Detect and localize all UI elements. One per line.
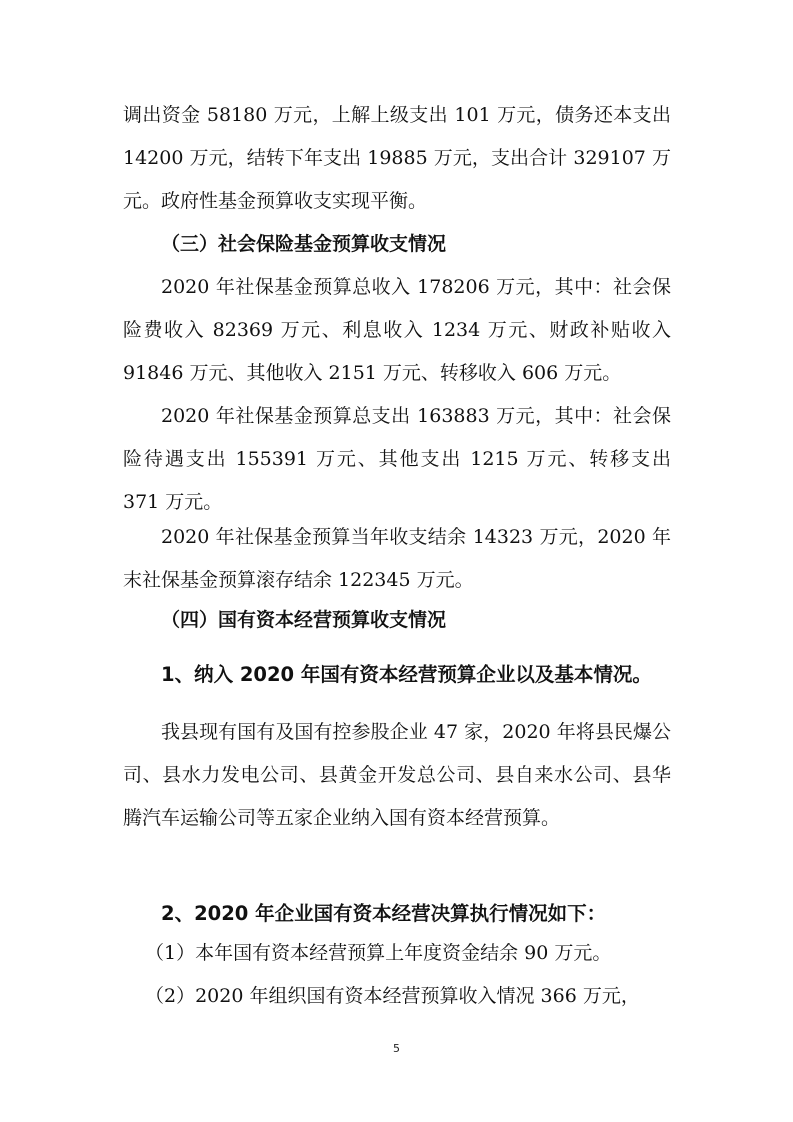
paragraph-social-income — [123, 266, 671, 395]
paragraph-text: 2020 年社保基金预算总支出 163883 万元，其中：社会保险待遇支出 155391 万元、其他支出 1215 万元、转移支出 371 万元。 — [123, 405, 671, 513]
paragraph-text: 2020 年社保基金预算总收入 178206 万元，其中：社会保险费收入 82369 万元、利息收入 1234 万元、财政补贴收入 91846 万元、其他收入 2151 万元、转移收入 606 万元。 — [123, 276, 671, 384]
list-items — [123, 932, 671, 1018]
heading-execution — [123, 892, 671, 935]
paragraph-fund-expenditure — [123, 94, 671, 223]
paragraph-text: 我县现有国有及国有控参股企业 47 家，2020 年将县民爆公司、县水力发电公司、县黄金开发总公司、县自来水公司、县华腾汽车运输公司等五家企业纳入国有资本经营预算。 — [123, 721, 671, 829]
page-number: 5 — [393, 1042, 400, 1055]
heading-enterprises — [123, 653, 671, 696]
paragraph-text: 2020 年社保基金预算当年收支结余 14323 万元，2020 年末社保基金预算滚存结余 122345 万元。 — [123, 526, 671, 591]
paragraph-text: 调出资金 58180 万元，上解上级支出 101 万元，债务还本支出 14200 万元，结转下年支出 19885 万元，支出合计 329107 万元。政府性基金预算收支实现平衡。 — [123, 104, 671, 212]
list-item: （1）本年国有资本经营预算上年度资金结余 90 万元。 — [145, 942, 612, 964]
list-item: （2）2020 年组织国有资本经营预算收入情况 366 万元， — [145, 985, 640, 1007]
section-heading: （四）国有资本经营预算收支情况 — [161, 609, 447, 631]
subsection-heading: 1、纳入 2020 年国有资本经营预算企业以及基本情况。 — [161, 663, 652, 686]
heading-social-insurance — [123, 223, 671, 266]
paragraph-social-balance — [123, 516, 671, 602]
section-heading: （三）社会保险基金预算收支情况 — [161, 233, 447, 255]
paragraph-social-expenditure — [123, 395, 671, 524]
paragraph-enterprises — [123, 711, 671, 840]
heading-state-capital — [123, 599, 671, 642]
subsection-heading: 2、2020 年企业国有资本经营决算执行情况如下： — [161, 902, 607, 925]
